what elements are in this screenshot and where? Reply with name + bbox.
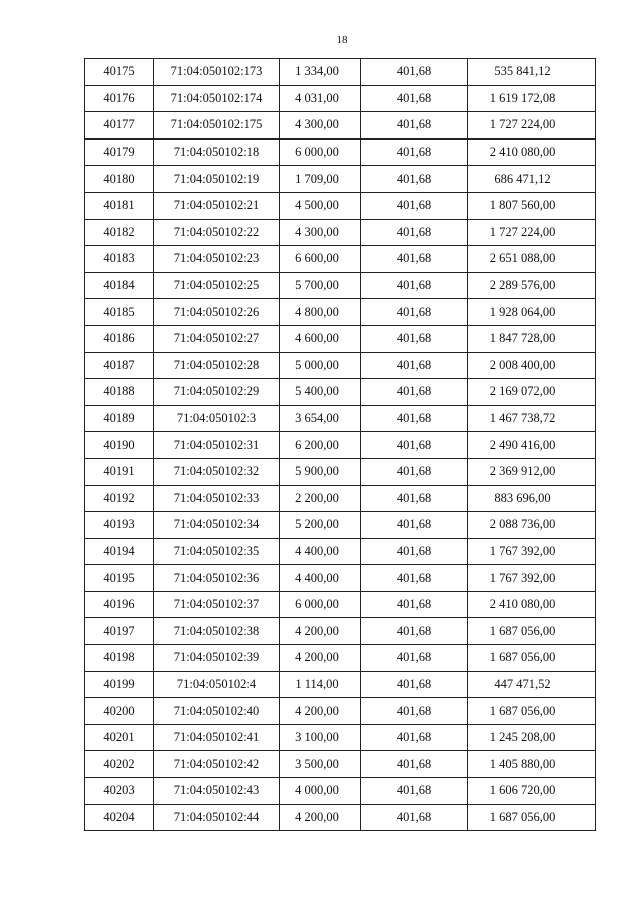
area-cell: 1 114,00 <box>280 671 361 698</box>
table-row <box>85 698 596 725</box>
specific-value-cell: 401,68 <box>361 538 468 565</box>
table-row <box>85 432 596 459</box>
specific-value-cell: 401,68 <box>361 272 468 299</box>
page-number: 18 <box>336 34 348 46</box>
row-number-cell: 40189 <box>85 405 154 432</box>
cadastral-value-cell: 883 696,00 <box>468 485 596 512</box>
cadastral-number-cell: 71:04:050102:32 <box>154 458 280 485</box>
cadastral-number-cell: 71:04:050102:35 <box>154 538 280 565</box>
cadastral-value-cell: 1 767 392,00 <box>468 565 596 592</box>
table-row <box>85 166 596 193</box>
row-number-cell: 40195 <box>85 565 154 592</box>
cadastral-number-cell: 71:04:050102:34 <box>154 512 280 539</box>
cadastral-value-cell: 2 410 080,00 <box>468 591 596 618</box>
specific-value-cell: 401,68 <box>361 432 468 459</box>
table-row <box>85 85 596 112</box>
table-row <box>85 325 596 352</box>
cadastral-number-cell: 71:04:050102:21 <box>154 192 280 219</box>
cadastral-value-cell: 2 088 736,00 <box>468 512 596 539</box>
specific-value-cell: 401,68 <box>361 166 468 193</box>
specific-value-cell: 401,68 <box>361 751 468 778</box>
row-number-cell: 40196 <box>85 591 154 618</box>
table-row <box>85 645 596 672</box>
table-row <box>85 112 596 139</box>
area-cell: 4 200,00 <box>280 618 361 645</box>
specific-value-cell: 401,68 <box>361 485 468 512</box>
cadastral-number-cell: 71:04:050102:29 <box>154 379 280 406</box>
table-row <box>85 485 596 512</box>
area-cell: 6 200,00 <box>280 432 361 459</box>
cadastral-value-cell: 2 289 576,00 <box>468 272 596 299</box>
row-number-cell: 40175 <box>85 59 154 86</box>
cadastral-value-cell: 2 169 072,00 <box>468 379 596 406</box>
specific-value-cell: 401,68 <box>361 112 468 139</box>
specific-value-cell: 401,68 <box>361 352 468 379</box>
cadastral-value-cell: 1 727 224,00 <box>468 112 596 139</box>
cadastral-value-cell: 2 490 416,00 <box>468 432 596 459</box>
specific-value-cell: 401,68 <box>361 299 468 326</box>
row-number-cell: 40194 <box>85 538 154 565</box>
cadastral-number-cell: 71:04:050102:173 <box>154 59 280 86</box>
row-number-cell: 40201 <box>85 724 154 751</box>
specific-value-cell: 401,68 <box>361 219 468 246</box>
cadastral-number-cell: 71:04:050102:18 <box>154 139 280 166</box>
specific-value-cell: 401,68 <box>361 698 468 725</box>
cadastral-value-cell: 1 687 056,00 <box>468 698 596 725</box>
specific-value-cell: 401,68 <box>361 618 468 645</box>
specific-value-cell: 401,68 <box>361 645 468 672</box>
cadastral-number-cell: 71:04:050102:43 <box>154 778 280 805</box>
area-cell: 4 000,00 <box>280 778 361 805</box>
area-cell: 1 334,00 <box>280 59 361 86</box>
cadastral-number-cell: 71:04:050102:38 <box>154 618 280 645</box>
area-cell: 4 800,00 <box>280 299 361 326</box>
cadastral-number-cell: 71:04:050102:33 <box>154 485 280 512</box>
area-cell: 4 400,00 <box>280 565 361 592</box>
cadastral-value-cell: 535 841,12 <box>468 59 596 86</box>
row-number-cell: 40199 <box>85 671 154 698</box>
specific-value-cell: 401,68 <box>361 139 468 166</box>
cadastral-value-cell: 1 687 056,00 <box>468 645 596 672</box>
table-row <box>85 512 596 539</box>
cadastral-value-cell: 1 405 880,00 <box>468 751 596 778</box>
row-number-cell: 40203 <box>85 778 154 805</box>
row-number-cell: 40176 <box>85 85 154 112</box>
area-cell: 6 000,00 <box>280 139 361 166</box>
table-row <box>85 565 596 592</box>
row-number-cell: 40204 <box>85 804 154 831</box>
table-row <box>85 538 596 565</box>
cadastral-number-cell: 71:04:050102:37 <box>154 591 280 618</box>
row-number-cell: 40193 <box>85 512 154 539</box>
cadastral-value-cell: 2 410 080,00 <box>468 139 596 166</box>
table-row <box>85 724 596 751</box>
specific-value-cell: 401,68 <box>361 246 468 273</box>
row-number-cell: 40202 <box>85 751 154 778</box>
specific-value-cell: 401,68 <box>361 778 468 805</box>
cadastral-value-table <box>84 58 596 831</box>
specific-value-cell: 401,68 <box>361 671 468 698</box>
area-cell: 3 500,00 <box>280 751 361 778</box>
cadastral-number-cell: 71:04:050102:175 <box>154 112 280 139</box>
cadastral-number-cell: 71:04:050102:39 <box>154 645 280 672</box>
cadastral-number-cell: 71:04:050102:25 <box>154 272 280 299</box>
area-cell: 5 700,00 <box>280 272 361 299</box>
cadastral-value-cell: 1 847 728,00 <box>468 325 596 352</box>
row-number-cell: 40200 <box>85 698 154 725</box>
area-cell: 4 500,00 <box>280 192 361 219</box>
table-row <box>85 618 596 645</box>
cadastral-number-cell: 71:04:050102:3 <box>154 405 280 432</box>
table-row <box>85 219 596 246</box>
specific-value-cell: 401,68 <box>361 804 468 831</box>
row-number-cell: 40191 <box>85 458 154 485</box>
cadastral-value-cell: 1 687 056,00 <box>468 618 596 645</box>
specific-value-cell: 401,68 <box>361 724 468 751</box>
area-cell: 1 709,00 <box>280 166 361 193</box>
table-row <box>85 379 596 406</box>
cadastral-value-cell: 1 619 172,08 <box>468 85 596 112</box>
specific-value-cell: 401,68 <box>361 565 468 592</box>
cadastral-number-cell: 71:04:050102:4 <box>154 671 280 698</box>
area-cell: 4 600,00 <box>280 325 361 352</box>
table-row <box>85 458 596 485</box>
cadastral-value-cell: 2 651 088,00 <box>468 246 596 273</box>
specific-value-cell: 401,68 <box>361 325 468 352</box>
area-cell: 5 200,00 <box>280 512 361 539</box>
table-row <box>85 272 596 299</box>
cadastral-number-cell: 71:04:050102:44 <box>154 804 280 831</box>
area-cell: 3 100,00 <box>280 724 361 751</box>
area-cell: 5 000,00 <box>280 352 361 379</box>
area-cell: 6 000,00 <box>280 591 361 618</box>
row-number-cell: 40187 <box>85 352 154 379</box>
cadastral-value-cell: 1 687 056,00 <box>468 804 596 831</box>
cadastral-number-cell: 71:04:050102:28 <box>154 352 280 379</box>
area-cell: 4 300,00 <box>280 112 361 139</box>
cadastral-number-cell: 71:04:050102:41 <box>154 724 280 751</box>
table-row <box>85 192 596 219</box>
table-row <box>85 804 596 831</box>
row-number-cell: 40182 <box>85 219 154 246</box>
cadastral-value-cell: 1 727 224,00 <box>468 219 596 246</box>
area-cell: 4 300,00 <box>280 219 361 246</box>
row-number-cell: 40183 <box>85 246 154 273</box>
specific-value-cell: 401,68 <box>361 85 468 112</box>
table-row <box>85 591 596 618</box>
row-number-cell: 40192 <box>85 485 154 512</box>
row-number-cell: 40177 <box>85 112 154 139</box>
row-number-cell: 40179 <box>85 139 154 166</box>
cadastral-value-cell: 2 369 912,00 <box>468 458 596 485</box>
area-cell: 5 900,00 <box>280 458 361 485</box>
area-cell: 4 400,00 <box>280 538 361 565</box>
cadastral-number-cell: 71:04:050102:40 <box>154 698 280 725</box>
cadastral-value-cell: 1 606 720,00 <box>468 778 596 805</box>
cadastral-number-cell: 71:04:050102:22 <box>154 219 280 246</box>
cadastral-value-cell: 2 008 400,00 <box>468 352 596 379</box>
table-row <box>85 246 596 273</box>
table-row <box>85 352 596 379</box>
row-number-cell: 40188 <box>85 379 154 406</box>
specific-value-cell: 401,68 <box>361 405 468 432</box>
specific-value-cell: 401,68 <box>361 512 468 539</box>
row-number-cell: 40180 <box>85 166 154 193</box>
cadastral-number-cell: 71:04:050102:19 <box>154 166 280 193</box>
row-number-cell: 40181 <box>85 192 154 219</box>
cadastral-number-cell: 71:04:050102:36 <box>154 565 280 592</box>
cadastral-value-cell: 1 245 208,00 <box>468 724 596 751</box>
row-number-cell: 40198 <box>85 645 154 672</box>
table-row <box>85 671 596 698</box>
row-number-cell: 40197 <box>85 618 154 645</box>
area-cell: 6 600,00 <box>280 246 361 273</box>
specific-value-cell: 401,68 <box>361 591 468 618</box>
cadastral-value-cell: 1 807 560,00 <box>468 192 596 219</box>
cadastral-number-cell: 71:04:050102:27 <box>154 325 280 352</box>
table-row <box>85 59 596 86</box>
cadastral-number-cell: 71:04:050102:31 <box>154 432 280 459</box>
row-number-cell: 40190 <box>85 432 154 459</box>
area-cell: 4 200,00 <box>280 698 361 725</box>
cadastral-number-cell: 71:04:050102:42 <box>154 751 280 778</box>
table-row <box>85 778 596 805</box>
row-number-cell: 40186 <box>85 325 154 352</box>
row-number-cell: 40184 <box>85 272 154 299</box>
area-cell: 3 654,00 <box>280 405 361 432</box>
area-cell: 4 031,00 <box>280 85 361 112</box>
specific-value-cell: 401,68 <box>361 379 468 406</box>
table-row <box>85 405 596 432</box>
table-row <box>85 139 596 166</box>
cadastral-value-cell: 1 767 392,00 <box>468 538 596 565</box>
area-cell: 4 200,00 <box>280 645 361 672</box>
area-cell: 4 200,00 <box>280 804 361 831</box>
cadastral-value-cell: 1 467 738,72 <box>468 405 596 432</box>
cadastral-value-cell: 447 471,52 <box>468 671 596 698</box>
area-cell: 5 400,00 <box>280 379 361 406</box>
cadastral-value-cell: 1 928 064,00 <box>468 299 596 326</box>
cadastral-number-cell: 71:04:050102:174 <box>154 85 280 112</box>
cadastral-number-cell: 71:04:050102:23 <box>154 246 280 273</box>
row-number-cell: 40185 <box>85 299 154 326</box>
table-body <box>85 59 596 831</box>
specific-value-cell: 401,68 <box>361 192 468 219</box>
table-row <box>85 751 596 778</box>
area-cell: 2 200,00 <box>280 485 361 512</box>
specific-value-cell: 401,68 <box>361 458 468 485</box>
cadastral-number-cell: 71:04:050102:26 <box>154 299 280 326</box>
table-row <box>85 299 596 326</box>
cadastral-value-cell: 686 471,12 <box>468 166 596 193</box>
specific-value-cell: 401,68 <box>361 59 468 86</box>
